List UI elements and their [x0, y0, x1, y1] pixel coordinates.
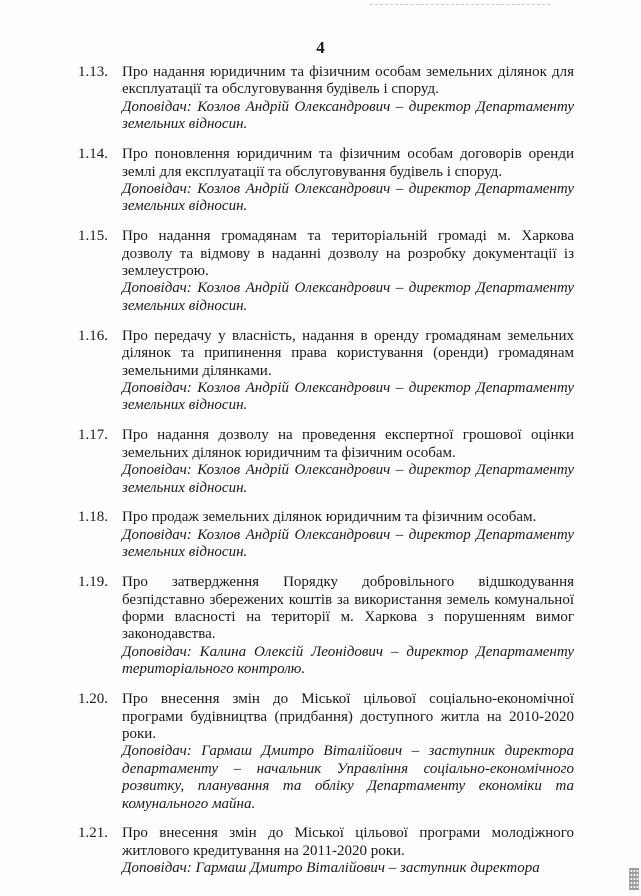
agenda-item-speaker: Доповідач: Козлов Андрій Олександрович – директор Департаменту земельних відносин. — [122, 526, 574, 561]
agenda-item-body — [122, 825, 574, 877]
agenda-item-number: 1.17. — [78, 427, 108, 444]
agenda-item — [78, 427, 574, 497]
agenda-item-body — [122, 427, 574, 497]
agenda-item-title: Про передачу у власність, надання в оренду громадянам земельних ділянок та припинення права користування (оренди) громадянам земельними ділянками. — [122, 327, 574, 379]
agenda-item-body — [122, 328, 574, 415]
agenda-item-title: Про внесення змін до Міської цільової соціально-економічної програми будівництва (придбання) доступного житла на 2010-2020 роки. — [122, 691, 574, 742]
agenda-item-speaker: Доповідач: Козлов Андрій Олександрович – директор Департаменту земельних відносин. — [122, 98, 574, 133]
agenda-item-speaker: Доповідач: Калина Олексій Леонідович – директор Департаменту територіального контролю. — [122, 643, 574, 678]
agenda-item-speaker: Доповідач: Гармаш Дмитро Віталійович – заступник директора департаменту – начальник Управління соціально-економічного розвитку, планування та обліку Департаменту економіки та комунального майна. — [122, 743, 574, 812]
agenda-item-speaker: Доповідач: Козлов Андрій Олександрович – директор Департаменту земельних відносин. — [122, 462, 574, 496]
agenda-item-title: Про надання громадянам та територіальній громаді м. Харкова дозволу та відмову в наданні дозволу на розробку документації із землеустрою. — [122, 228, 574, 280]
agenda-item-number: 1.20. — [78, 691, 108, 708]
agenda-item-title: Про поновлення юридичним та фізичним особам договорів оренди землі для експлуатації та обслуговування будівель і споруд. — [122, 146, 574, 180]
agenda-item-number: 1.14. — [78, 146, 108, 163]
agenda-item — [78, 228, 574, 315]
agenda-list — [78, 64, 574, 890]
agenda-item-body — [122, 691, 574, 813]
agenda-item — [78, 146, 574, 216]
agenda-item — [78, 825, 574, 877]
agenda-item-title: Про надання юридичним та фізичним особам земельних ділянок для експлуатації та обслуговування будівель і споруд. — [122, 64, 574, 98]
agenda-item — [78, 509, 574, 561]
agenda-item-title: Про внесення змін до Міської цільової програми молодіжного житлового кредитування на 2011-2020 роки. — [122, 825, 574, 859]
agenda-item — [78, 64, 574, 134]
agenda-item-body — [122, 574, 574, 678]
barcode-mark — [629, 868, 639, 890]
agenda-item-title: Про продаж земельних ділянок юридичним та фізичним особам. — [122, 509, 537, 526]
agenda-item-title: Про затвердження Порядку добровільного відшкодування безпідставно збережених коштів за використання земель комунальної форми власності на території м. Харкова з порушенням вимог законодавства. — [122, 574, 574, 643]
agenda-item-body — [122, 509, 574, 561]
agenda-item — [78, 691, 574, 813]
agenda-item-number: 1.16. — [78, 327, 108, 344]
page-number: 4 — [316, 38, 325, 57]
agenda-item-body — [122, 146, 574, 216]
agenda-item-number: 1.15. — [78, 228, 108, 245]
agenda-item-body — [122, 228, 574, 315]
agenda-item-title: Про надання дозволу на проведення експертної грошової оцінки земельних ділянок юридичним та фізичним особам. — [122, 427, 574, 461]
agenda-item-speaker: Доповідач: Козлов Андрій Олександрович – директор Департаменту земельних відносин. — [122, 180, 574, 215]
agenda-item-number: 1.18. — [78, 509, 108, 526]
agenda-item-speaker: Доповідач: Козлов Андрій Олександрович – директор Департаменту земельних відносин. — [122, 280, 574, 314]
agenda-item-speaker: Доповідач: Козлов Андрій Олександрович – директор Департаменту земельних відносин. — [122, 380, 574, 414]
agenda-item-number: 1.21. — [78, 825, 108, 842]
agenda-item-body — [122, 64, 574, 134]
agenda-item — [78, 574, 574, 678]
agenda-item-speaker: Доповідач: Гармаш Дмитро Віталійович – заступник директора — [122, 860, 540, 877]
agenda-item-number: 1.13. — [78, 64, 108, 80]
agenda-item-number: 1.19. — [78, 574, 108, 591]
scan-artifact-line — [370, 4, 550, 5]
agenda-item — [78, 328, 574, 415]
